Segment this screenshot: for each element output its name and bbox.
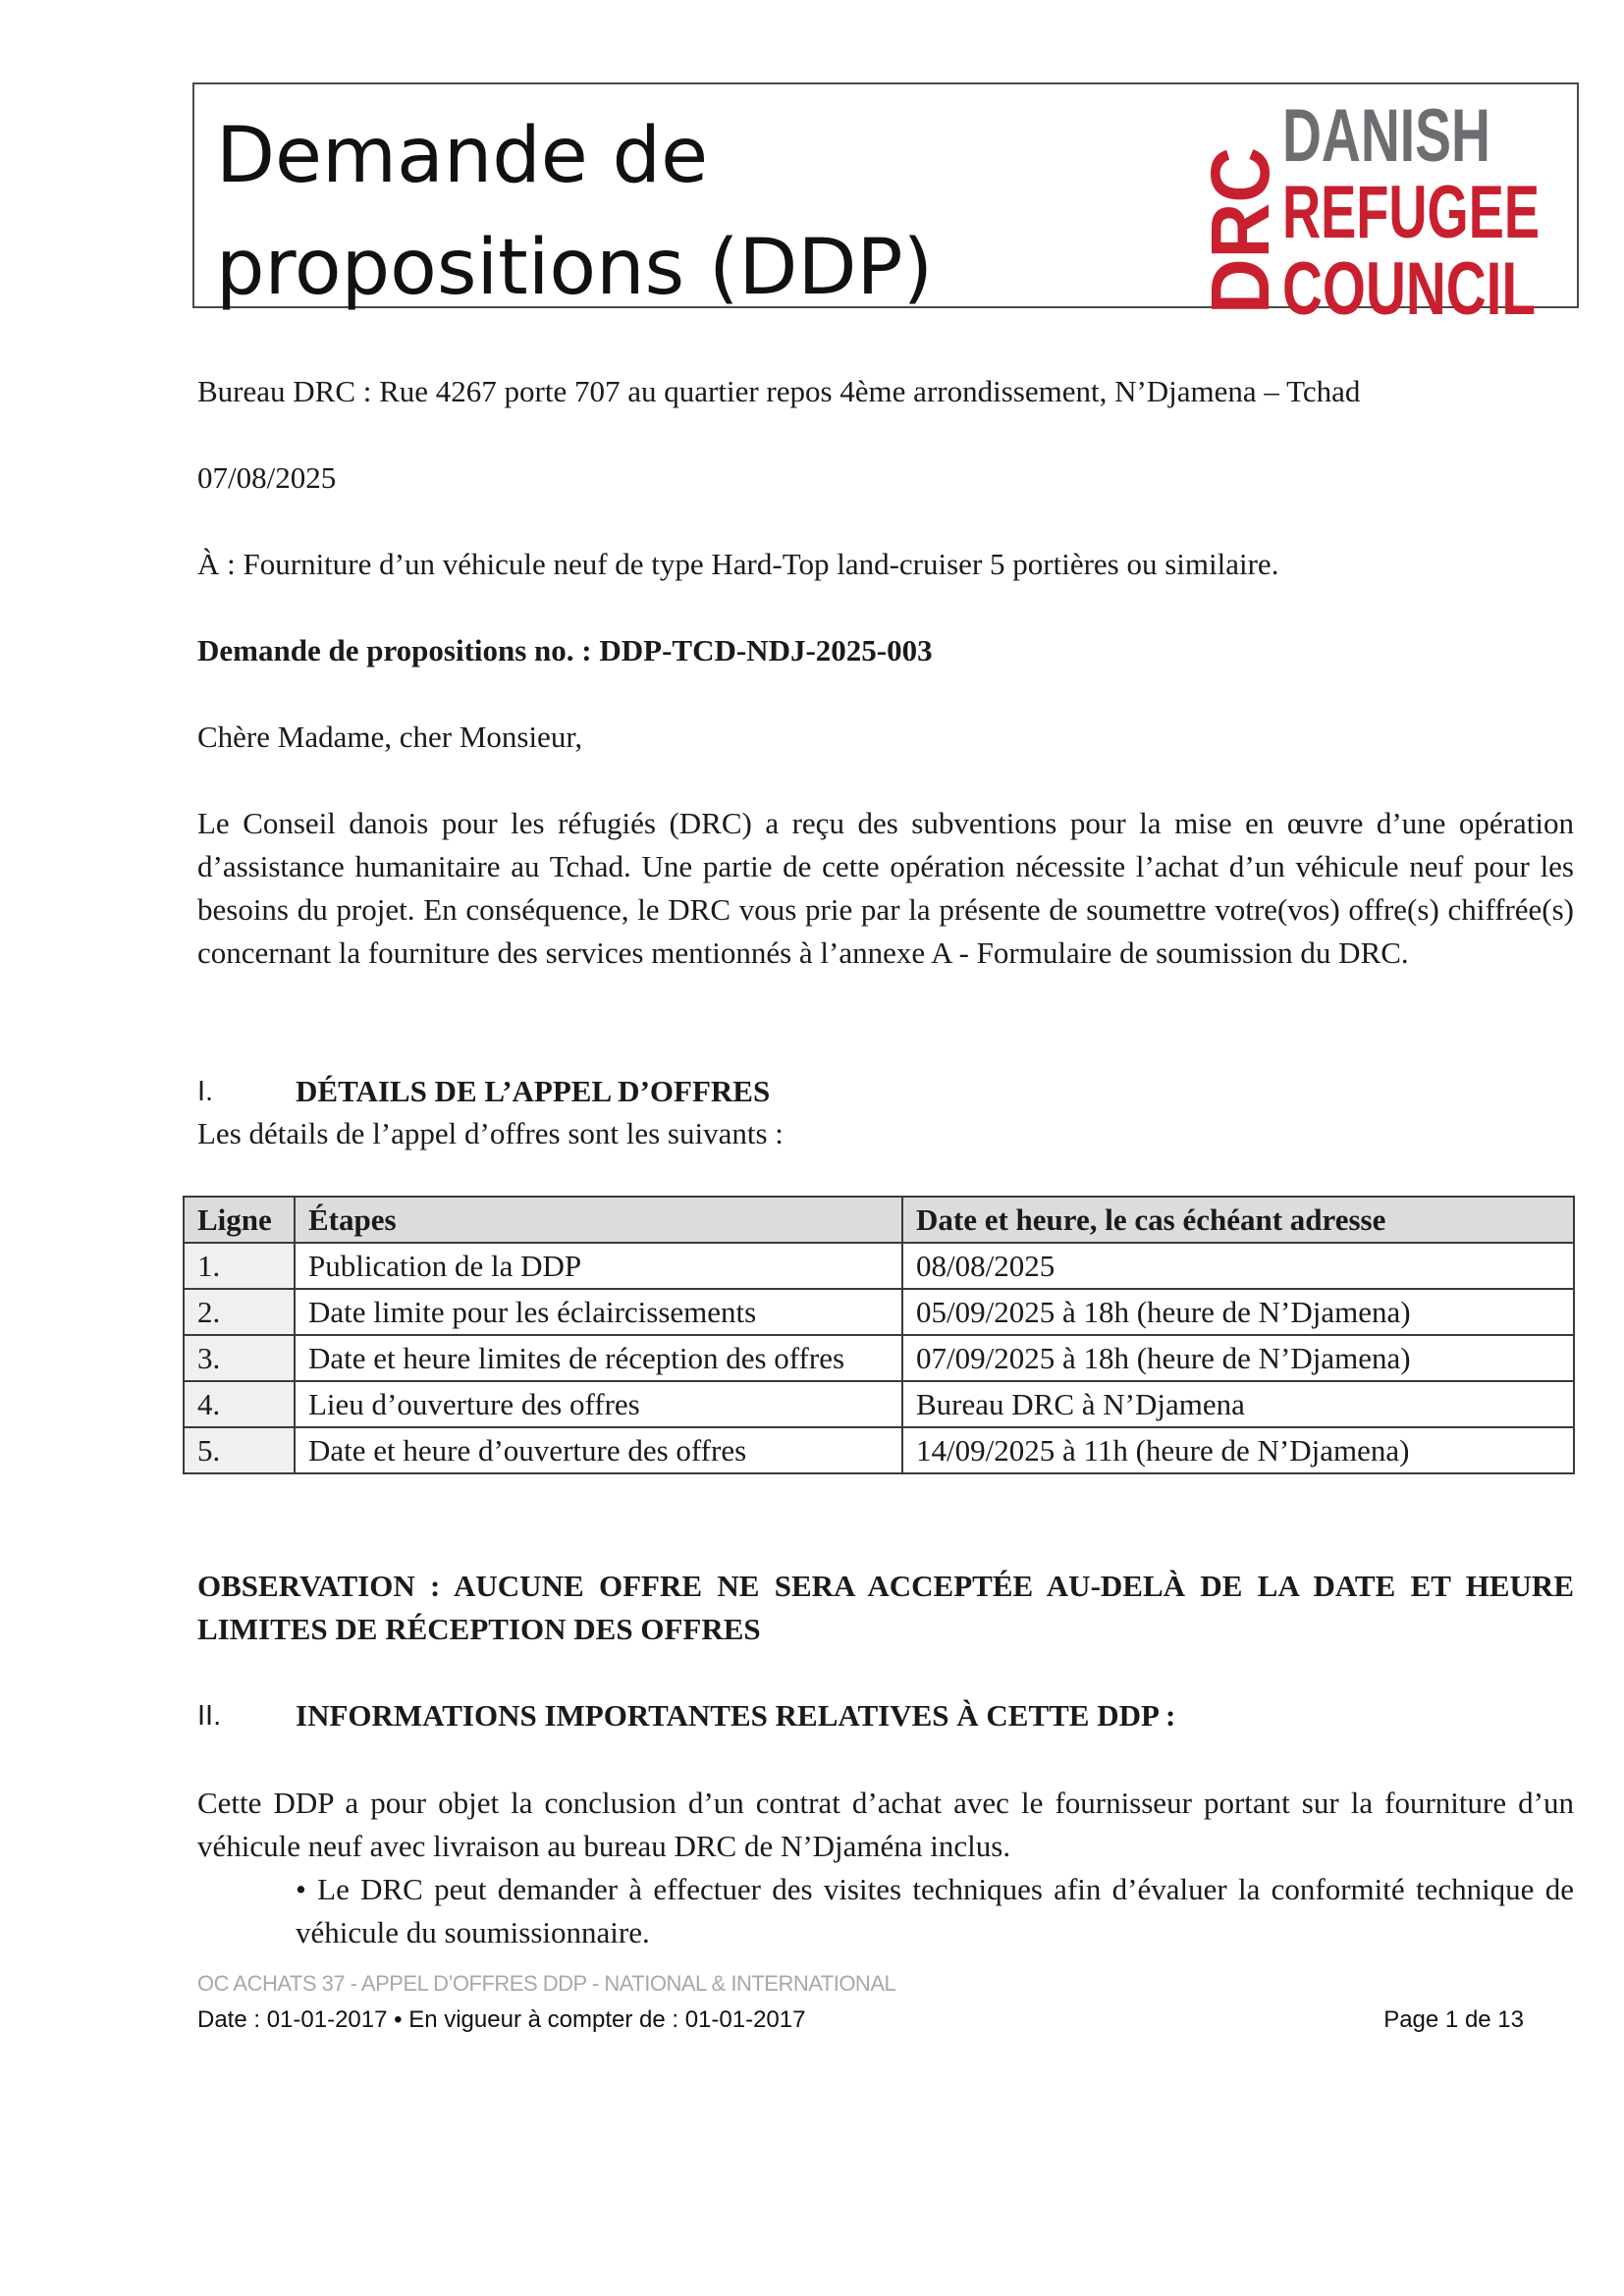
title-line-2: propositions (DDP) <box>216 224 933 312</box>
table-row <box>184 1335 1574 1381</box>
table-row <box>184 1427 1574 1473</box>
section-2-title: INFORMATIONS IMPORTANTES RELATIVES À CETTE DDP : <box>296 1698 1176 1733</box>
column-header-date: Date et heure, le cas échéant adresse <box>902 1197 1574 1243</box>
table-row <box>184 1243 1574 1289</box>
logo-line-council: COUNCIL <box>1282 247 1536 331</box>
title-line-1: Demande de <box>216 112 709 200</box>
subject-line: À : Fourniture d’un véhicule neuf de type Hard-Top land-cruiser 5 portières ou similaire. <box>197 547 1279 581</box>
drc-logo <box>1194 84 1549 331</box>
footer-date-line: Date : 01-01-2017 • En vigueur à compter de : 01-01-2017 <box>197 2006 806 2033</box>
table-row <box>184 1381 1574 1427</box>
row-step: Publication de la DDP <box>295 1243 902 1289</box>
column-header-ligne: Ligne <box>184 1197 295 1243</box>
letter-date: 07/08/2025 <box>197 460 337 495</box>
section-1-lead: Les détails de l’appel d’offres sont les suivants : <box>197 1116 784 1150</box>
tender-details-table <box>183 1196 1575 1474</box>
row-number: 3. <box>184 1335 295 1381</box>
table-header-row <box>184 1197 1574 1243</box>
row-step: Date limite pour les éclaircissements <box>295 1289 902 1335</box>
observation-notice: OBSERVATION : AUCUNE OFFRE NE SERA ACCEPTÉE AU-DELÀ DE LA DATE ET HEURE LIMITES DE RÉCEPTION DES OFFRES <box>197 1569 1574 1646</box>
section-2-paragraph: Cette DDP a pour objet la conclusion d’un contrat d’achat avec le fournisseur portant sur la fourniture d’un véhicule neuf avec livraison au bureau DRC de N’Djaména inclus. <box>197 1786 1574 1863</box>
row-step: Date et heure limites de réception des offres <box>295 1335 902 1381</box>
logo-line-danish: DANISH <box>1282 94 1490 178</box>
table-row <box>184 1289 1574 1335</box>
logo-line-refugee: REFUGEE <box>1282 171 1540 254</box>
greeting: Chère Madame, cher Monsieur, <box>197 720 583 754</box>
office-address: Bureau DRC : Rue 4267 porte 707 au quartier repos 4ème arrondissement, N’Djamena – Tchad <box>197 374 1361 408</box>
logo-vertical-text: DRC <box>1194 135 1286 314</box>
section-1-title: DÉTAILS DE L’APPEL D’OFFRES <box>296 1074 771 1108</box>
footer-document-code: OC ACHATS 37 - APPEL D’OFFRES DDP - NATIONAL & INTERNATIONAL <box>197 1971 896 1996</box>
column-header-etapes: Étapes <box>295 1197 902 1243</box>
row-date: 08/08/2025 <box>902 1243 1574 1289</box>
row-number: 5. <box>184 1427 295 1473</box>
footer-page-number: Page 1 de 13 <box>1383 2006 1524 2033</box>
row-number: 1. <box>184 1243 295 1289</box>
row-date: Bureau DRC à N’Djamena <box>902 1381 1574 1427</box>
row-date: 14/09/2025 à 11h (heure de N’Djamena) <box>902 1427 1574 1473</box>
header-box <box>192 82 1579 331</box>
intro-paragraph: Le Conseil danois pour les réfugiés (DRC) a reçu des subventions pour la mise en œuvre d’une opération d’assistance humanitaire au Tchad. Une partie de cette opération nécessite l’achat d’un véhicule neuf pour les besoins du projet. En conséquence, le DRC vous prie par la présente de soumettre votre(vos) offre(s) chiffrée(s) concernant la fourniture des services mentionnés à l’annexe A - Formulaire de soumission du DRC. <box>197 806 1574 970</box>
row-date: 07/09/2025 à 18h (heure de N’Djamena) <box>902 1335 1574 1381</box>
rfp-reference: Demande de propositions no. : DDP-TCD-NDJ-2025-003 <box>197 633 933 667</box>
document-title <box>216 100 933 324</box>
section-1-number: I. <box>197 1076 214 1107</box>
section-2-bullet: • Le DRC peut demander à effectuer des visites techniques afin d’évaluer la conformité technique de véhicule du soumissionnaire. <box>296 1872 1574 1949</box>
row-date: 05/09/2025 à 18h (heure de N’Djamena) <box>902 1289 1574 1335</box>
row-step: Lieu d’ouverture des offres <box>295 1381 902 1427</box>
row-number: 4. <box>184 1381 295 1427</box>
section-2-number: II. <box>197 1700 222 1732</box>
row-step: Date et heure d’ouverture des offres <box>295 1427 902 1473</box>
row-number: 2. <box>184 1289 295 1335</box>
